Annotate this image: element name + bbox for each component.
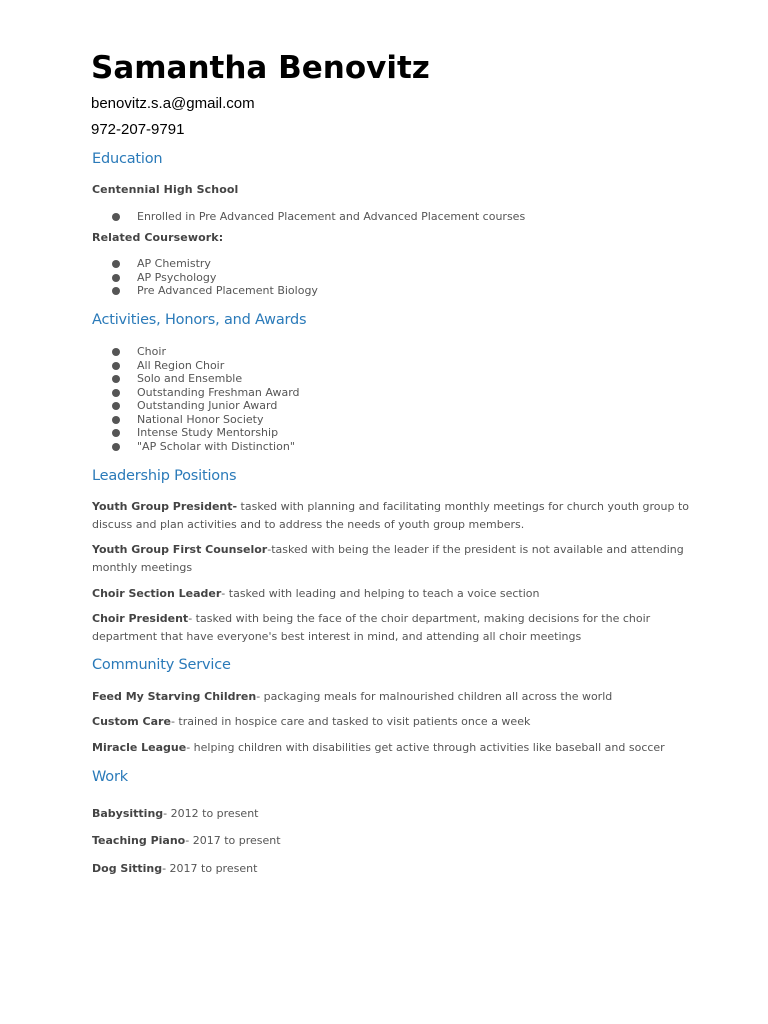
activities-heading: Activities, Honors, and Awards [92, 312, 307, 328]
work-entry [92, 832, 700, 850]
entry-title: Custom Care [92, 715, 171, 728]
phone-number: 972-207-9791 [91, 121, 185, 138]
entry-text: - 2012 to present [163, 807, 259, 820]
coursework-label: Related Coursework: [92, 231, 224, 244]
entry-text: - tasked with leading and helping to teach a voice section [221, 587, 540, 600]
bullet-icon [112, 260, 120, 268]
entry-text: - packaging meals for malnourished children all across the world [256, 690, 613, 703]
list-item: Outstanding Freshman Award [112, 386, 300, 400]
school-list [112, 210, 525, 224]
work-entry [92, 805, 700, 823]
bullet-icon [112, 362, 120, 370]
entry-title: Miracle League [92, 741, 187, 754]
entry-title: Youth Group President- [92, 500, 238, 513]
bullet-icon [112, 402, 120, 410]
leadership-entry [92, 610, 700, 645]
work-heading: Work [92, 769, 128, 785]
entry-title: Youth Group First Counselor [92, 543, 268, 556]
community-entry [92, 713, 700, 731]
activities-list [112, 345, 300, 453]
community-heading: Community Service [92, 657, 231, 673]
school-name: Centennial High School [92, 183, 239, 196]
bullet-icon [112, 213, 120, 221]
entry-text: - helping children with disabilities get active through activities like baseball and soccer [186, 741, 665, 754]
entry-text: - trained in hospice care and tasked to visit patients once a week [170, 715, 531, 728]
entry-title: Choir President [92, 612, 189, 625]
list-item: Solo and Ensemble [112, 372, 300, 386]
bullet-icon [112, 389, 120, 397]
leadership-entry [92, 585, 700, 603]
entry-text: tasked with planning and facilitating monthly meetings for church youth group to discuss and plan activities and to address the needs of youth group members. [92, 500, 689, 531]
community-entry [92, 739, 700, 757]
leadership-entry [92, 541, 700, 576]
bullet-icon [112, 375, 120, 383]
entry-text: - tasked with being the face of the choir department, making decisions for the choir department that have everyone's best interest in mind, and attending all choir meetings [92, 612, 651, 643]
coursework-list [112, 257, 318, 298]
list-item: Choir [112, 345, 300, 359]
entry-text: -tasked with being the leader if the president is not available and attending monthly meetings [92, 543, 684, 574]
list-item: AP Chemistry [112, 257, 318, 271]
list-item: All Region Choir [112, 359, 300, 373]
resume-name: Samantha Benovitz [91, 50, 430, 86]
leadership-entry [92, 498, 700, 533]
bullet-icon [112, 274, 120, 282]
bullet-icon [112, 416, 120, 424]
list-item: Outstanding Junior Award [112, 399, 300, 413]
entry-title: Choir Section Leader [92, 587, 222, 600]
bullet-icon [112, 443, 120, 451]
entry-text: - 2017 to present [185, 834, 281, 847]
community-entry [92, 688, 700, 706]
email-address: benovitz.s.a@gmail.com [91, 95, 255, 112]
bullet-icon [112, 429, 120, 437]
list-item: Intense Study Mentorship [112, 426, 300, 440]
entry-title: Babysitting [92, 807, 164, 820]
entry-title: Teaching Piano [92, 834, 186, 847]
entry-text: - 2017 to present [162, 862, 258, 875]
education-heading: Education [92, 151, 163, 167]
list-item: Pre Advanced Placement Biology [112, 284, 318, 298]
bullet-icon [112, 287, 120, 295]
entry-title: Dog Sitting [92, 862, 163, 875]
leadership-heading: Leadership Positions [92, 468, 237, 484]
list-item: Enrolled in Pre Advanced Placement and Advanced Placement courses [112, 210, 525, 224]
entry-title: Feed My Starving Children [92, 690, 257, 703]
list-item: "AP Scholar with Distinction" [112, 440, 300, 454]
work-entry [92, 860, 700, 878]
bullet-icon [112, 348, 120, 356]
list-item: National Honor Society [112, 413, 300, 427]
list-item: AP Psychology [112, 271, 318, 285]
